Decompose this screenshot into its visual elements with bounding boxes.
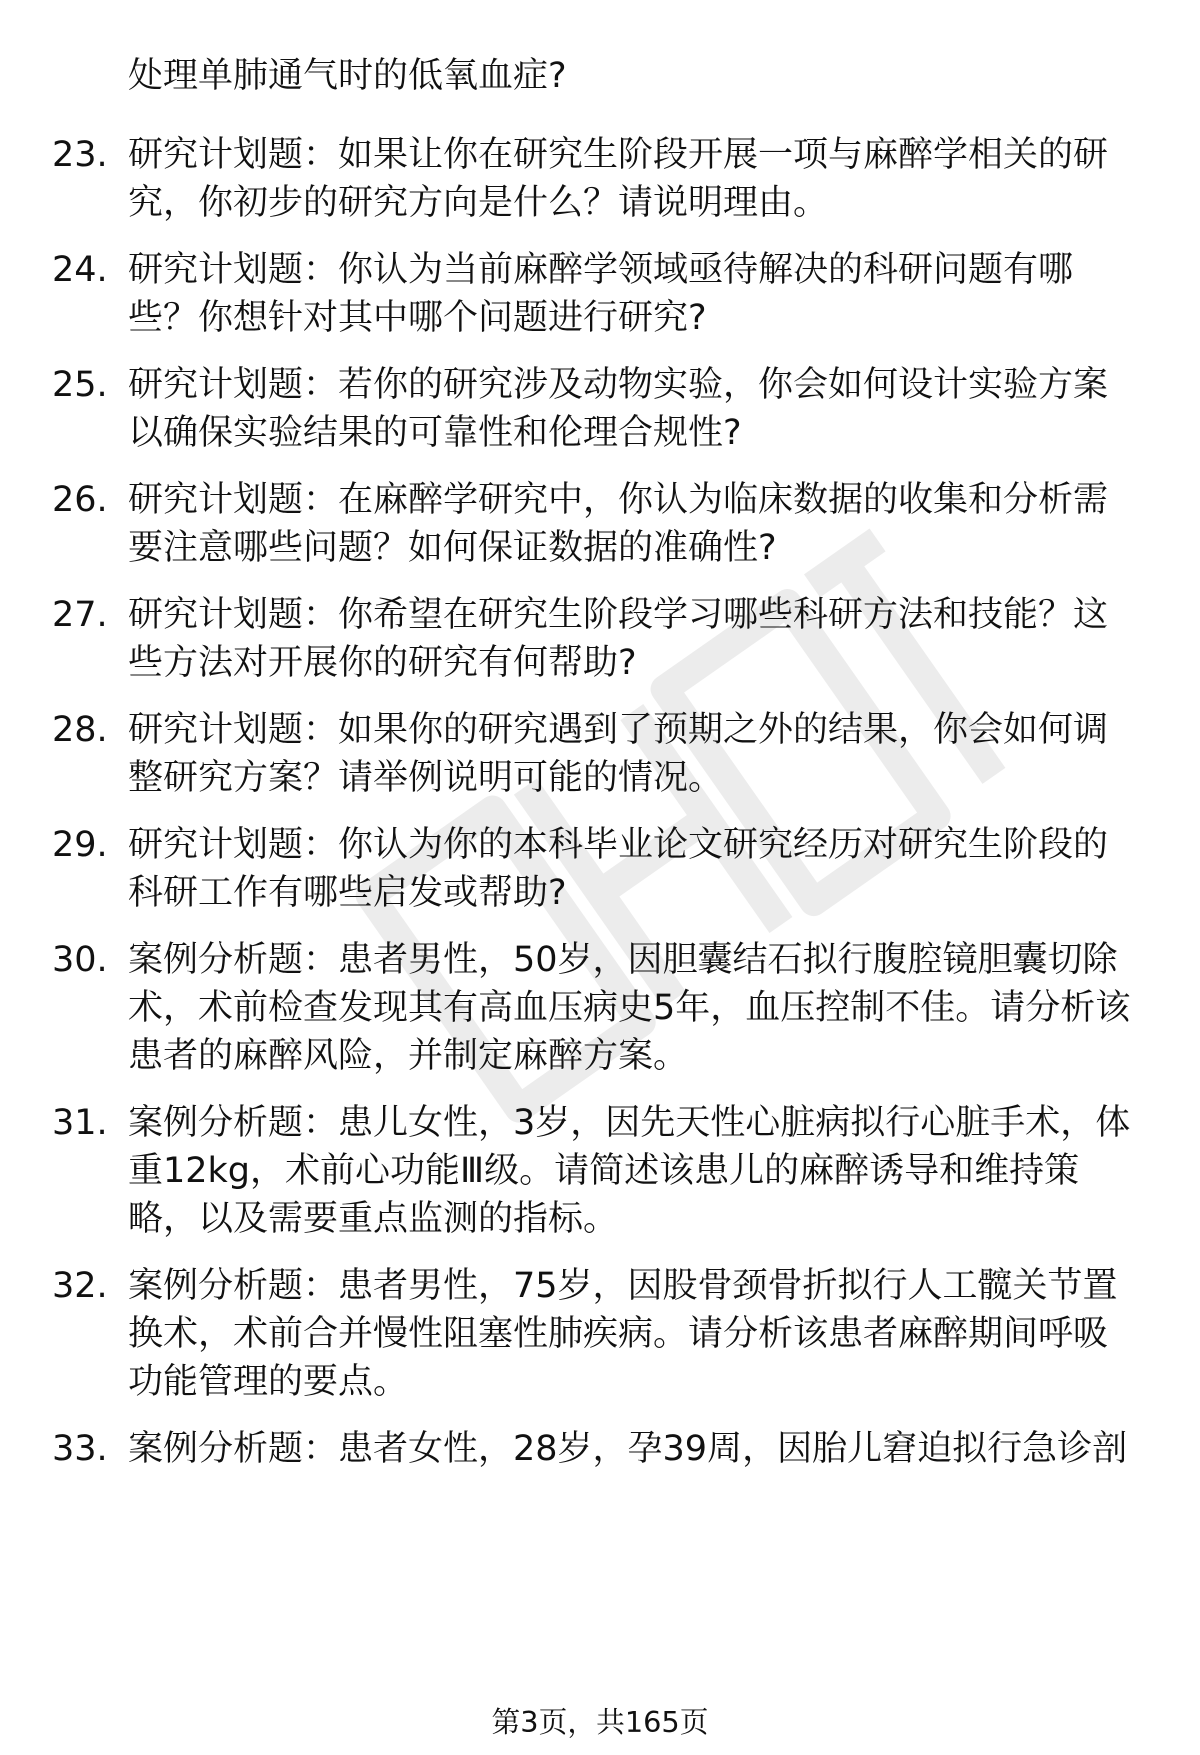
question-text-line: 些方法对开展你的研究有何帮助? [128,643,637,683]
question-number: 25. [52,365,108,405]
question-text-line: 术，术前检查发现其有高血压病史5年，血压控制不佳。请分析该 [128,988,1131,1028]
question-number: 26. [52,480,108,520]
question-number: 23. [52,135,108,175]
question-text-line: 研究计划题：如果你的研究遇到了预期之外的结果，你会如何调 [128,710,1109,750]
question-text-line: 案例分析题：患者男性，75岁，因股骨颈骨折拟行人工髋关节置 [128,1266,1118,1306]
question-text-line: 研究计划题：若你的研究涉及动物实验，你会如何设计实验方案 [128,365,1109,405]
question-text-line: 究，你初步的研究方向是什么？请说明理由。 [128,183,829,223]
page-footer: 第3页，共165页 [491,1705,709,1739]
question-text-line: 研究计划题：在麻醉学研究中，你认为临床数据的收集和分析需 [128,480,1109,520]
question-text-line: 案例分析题：患者女性，28岁，孕39周，因胎儿窘迫拟行急诊剖 [128,1429,1128,1469]
question-text-line: 患者的麻醉风险，并制定麻醉方案。 [128,1036,689,1076]
question-text-line: 科研工作有哪些启发或帮助? [128,873,567,913]
question-number: 30. [52,940,108,980]
question-text-line: 研究计划题：你认为你的本科毕业论文研究经历对研究生阶段的 [128,825,1109,865]
question-text-line: 研究计划题：如果让你在研究生阶段开展一项与麻醉学相关的研 [128,135,1109,175]
question-number: 33. [52,1429,108,1469]
question-text-line: 案例分析题：患者男性，50岁，因胆囊结石拟行腹腔镜胆囊切除 [128,940,1118,980]
question-text-line: 研究计划题：你认为当前麻醉学领域亟待解决的科研问题有哪 [128,250,1074,290]
question-number: 28. [52,710,108,750]
question-text-line: 重12kg，术前心功能Ⅲ级。请简述该患儿的麻醉诱导和维持策 [128,1151,1080,1191]
question-text-line: 要注意哪些问题？如何保证数据的准确性? [128,528,777,568]
question-text-line: 以确保实验结果的可靠性和伦理合规性? [128,413,742,453]
question-number: 31. [52,1103,108,1143]
question-number: 29. [52,825,108,865]
question-text-line: 功能管理的要点。 [128,1362,409,1402]
question-text-line: 案例分析题：患儿女性，3岁，因先天性心脏病拟行心脏手术，体 [128,1103,1131,1143]
question-text-line: 换术，术前合并慢性阻塞性肺疾病。请分析该患者麻醉期间呼吸 [128,1314,1109,1354]
question-text-line: 整研究方案？请举例说明可能的情况。 [128,758,724,798]
continuation-line: 处理单肺通气时的低氧血症? [128,56,567,96]
question-number: 32. [52,1266,108,1306]
question-number: 27. [52,595,108,635]
question-text-line: 些？你想针对其中哪个问题进行研究? [128,298,707,338]
question-number: 24. [52,250,108,290]
question-text-line: 研究计划题：你希望在研究生阶段学习哪些科研方法和技能？这 [128,595,1109,635]
question-text-line: 略，以及需要重点监测的指标。 [128,1199,619,1239]
